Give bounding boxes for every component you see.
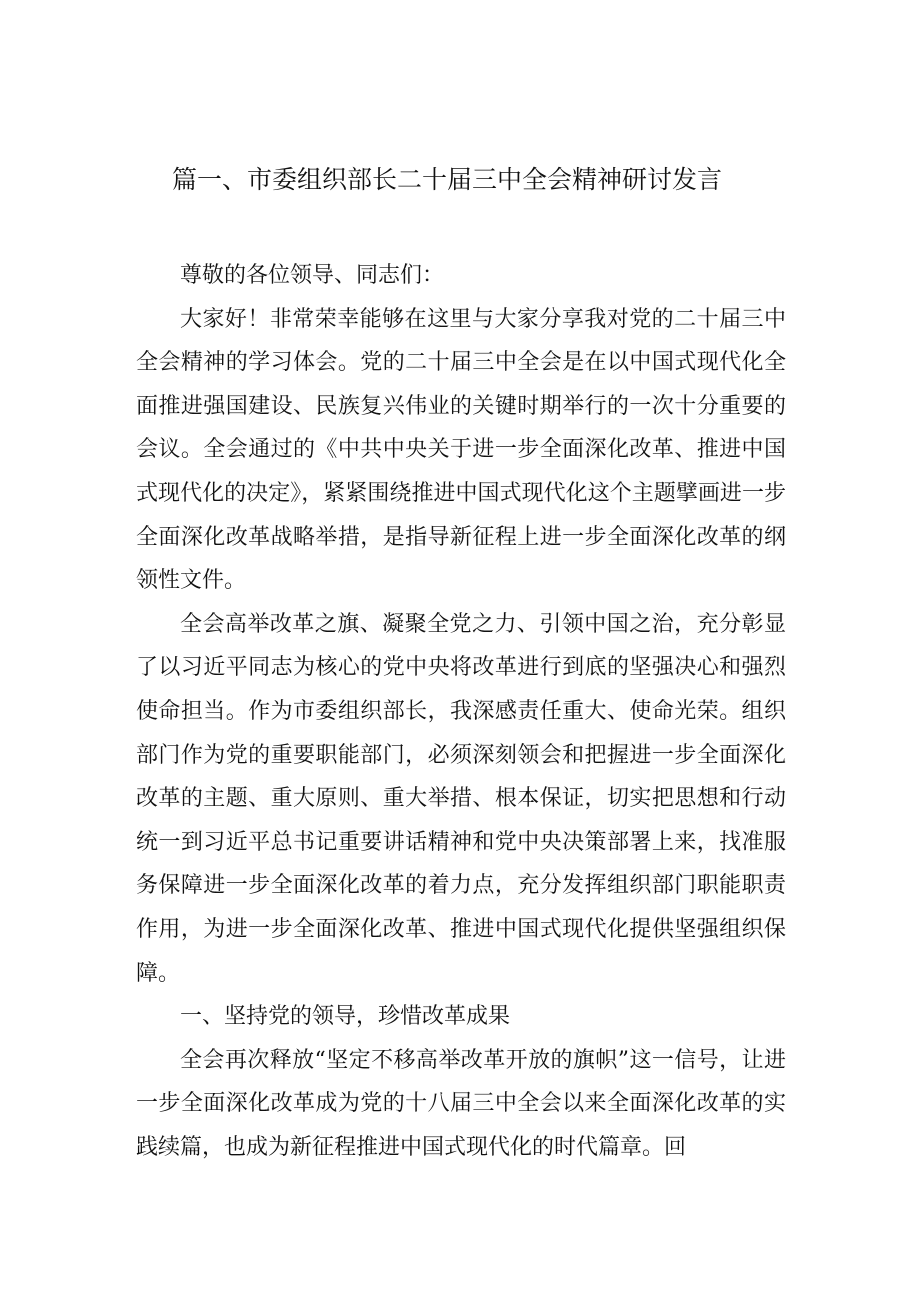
paragraph-2: 全会高举改革之旗、凝聚全党之力、引领中国之治，充分彰显了以习近平同志为核心的党中央将改革进行到底的坚强决心和强烈使命担当。作为市委组织部长，我深感责任重大、使命光荣。组织部门作为党的重要职能部门，必须深刻领会和把握进一步全面深化改革的主题、重大原则、重大举措、根本保证，切实把思想和行动统一到习近平总书记重要讲话精神和党中央决策部署上来，找准服务保障进一步全面深化改革的着力点，充分发挥组织部门职能职责作用，为进一步全面深化改革、推进中国式现代化提供坚强组织保障。 [136,611,786,986]
section-paragraph: 全会再次释放“坚定不移高举改革开放的旗帜”这一信号，让进一步全面深化改革成为党的十八届三中全会以来全面深化改革的实践续篇，也成为新征程推进中国式现代化的时代篇章。回 [136,1047,786,1160]
document-title: 篇一、市委组织部长二十届三中全会精神研讨发言 [172,165,723,194]
document-body [136,254,786,1169]
salutation: 尊敬的各位领导、同志们： [180,263,445,288]
paragraph-1: 大家好！非常荣幸能够在这里与大家分享我对党的二十届三中全会精神的学习体会。党的二十届三中全会是在以中国式现代化全面推进强国建设、民族复兴伟业的关键时期举行的一次十分重要的会议。全会通过的《中共中央关于进一步全面深化改革、推进中国式现代化的决定》，紧紧围绕推进中国式现代化这个主题擘画进一步全面深化改革战略举措，是指导新征程上进一步全面深化改革的纲领性文件。 [136,306,786,594]
section-heading: 一、坚持党的领导，珍惜改革成果 [180,1004,511,1030]
